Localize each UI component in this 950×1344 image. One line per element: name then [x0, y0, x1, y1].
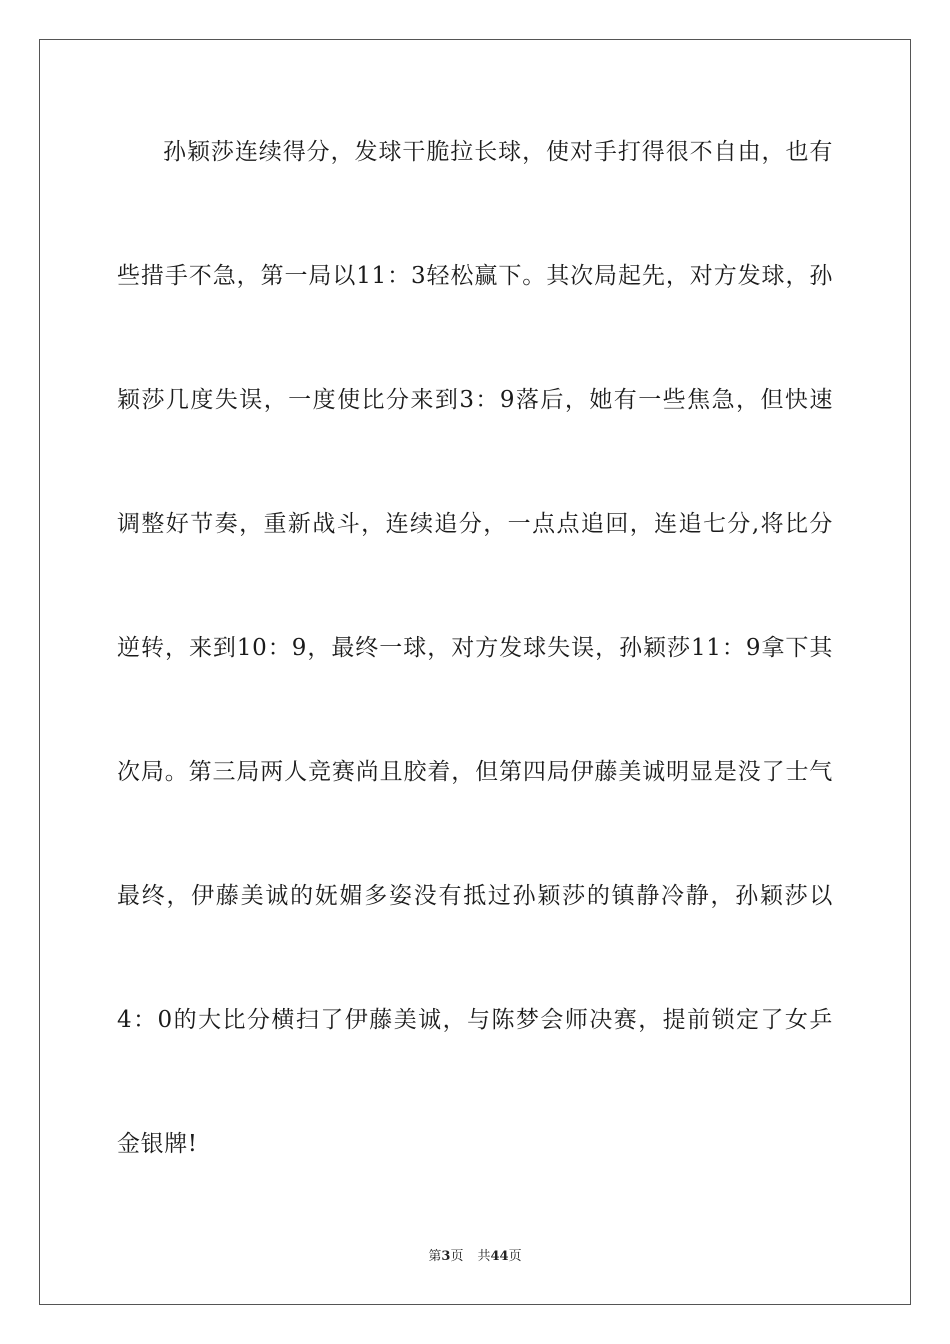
body-line-7: 最终，伊藤美诚的妩媚多姿没有抵过孙颖莎的镇静冷静，孙颖莎以: [117, 883, 833, 909]
footer-total-prefix: 共: [477, 1249, 491, 1264]
body-line-4: 调整好节奏，重新战斗，连续追分，一点点追回，连追七分,将比分: [117, 511, 833, 537]
footer-page-suffix: 页: [450, 1249, 464, 1264]
body-line-3: 颖莎几度失误，一度使比分来到3：9落后，她有一些焦急，但快速: [117, 387, 833, 413]
footer-total-suffix: 页: [508, 1249, 522, 1264]
body-line-2: 些措手不急，第一局以11：3轻松赢下。其次局起先，对方发球，孙: [117, 263, 833, 289]
body-line-8: 4：0的大比分横扫了伊藤美诚，与陈梦会师决赛，提前锁定了女乒: [117, 1007, 833, 1033]
footer-page-number: 3: [441, 1249, 451, 1264]
body-line-1: 孙颖莎连续得分，发球干脆拉长球，使对手打得很不自由，也有: [163, 139, 833, 165]
footer-page-prefix: 第: [428, 1249, 442, 1264]
page-border: [39, 39, 911, 1305]
body-line-9: 金银牌!: [117, 1131, 198, 1157]
body-line-5: 逆转，来到10：9，最终一球，对方发球失误，孙颖莎11：9拿下其: [117, 635, 833, 661]
page-footer: [0, 1248, 950, 1266]
body-line-6: 次局。第三局两人竞赛尚且胶着，但第四局伊藤美诚明显是没了士气: [117, 759, 833, 785]
footer-total-number: 44: [490, 1249, 509, 1264]
